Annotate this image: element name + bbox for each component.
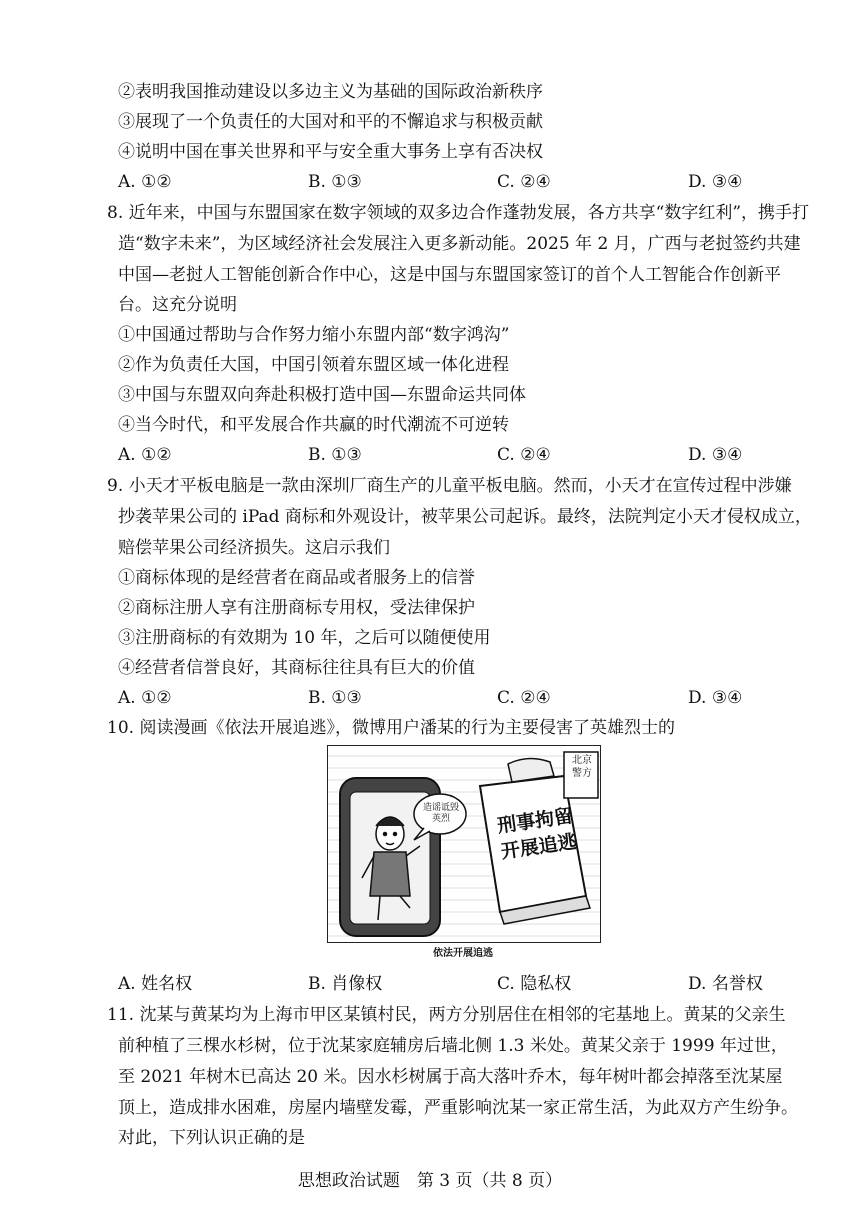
q7-option-c: C. ②④ xyxy=(497,172,551,192)
page-footer: 思想政治试题 第 3 页（共 8 页） xyxy=(297,1171,563,1191)
q11-stem-line-5: 对此，下列认识正确的是 xyxy=(118,1128,305,1148)
police-sign-text: 北京警方 xyxy=(572,755,592,779)
q8-item-1: ①中国通过帮助与合作努力缩小东盟内部“数字鸿沟” xyxy=(118,325,510,345)
q7-item-2: ②表明我国推动建设以多边主义为基础的国际政治新秩序 xyxy=(118,82,543,102)
q8-option-d: D. ③④ xyxy=(688,445,743,465)
q11-stem-line-3: 至 2021 年树木已高达 20 米。因水杉树属于高大落叶乔木，每年树叶都会掉落至沈某屋 xyxy=(118,1067,783,1087)
q8-stem-line-1: 8. 近年来，中国与东盟国家在数字领域的双多边合作蓬勃发展，各方共享“数字红利”，携手打 xyxy=(107,203,810,223)
q9-option-d: D. ③④ xyxy=(688,688,743,708)
q9-option-a: A. ①② xyxy=(118,688,172,708)
q8-item-2: ②作为负责任大国，中国引领着东盟区域一体化进程 xyxy=(118,355,509,375)
q9-stem-line-1: 9. 小天才平板电脑是一款由深圳厂商生产的儿童平板电脑。然而，小天才在宣传过程中涉嫌 xyxy=(107,476,792,496)
q7-option-b: B. ①③ xyxy=(308,172,362,192)
q7-option-d: D. ③④ xyxy=(688,172,743,192)
bubble-line-1: 造谣诋毁 xyxy=(422,803,459,813)
bubble-line-2: 英烈 xyxy=(431,814,450,824)
q10-stem: 10. 阅读漫画《依法开展追逃》，微博用户潘某的行为主要侵害了英雄烈士的 xyxy=(107,718,675,738)
q7-item-3: ③展现了一个负责任的大国对和平的不懈追求与积极贡献 xyxy=(118,112,543,132)
q9-option-c: C. ②④ xyxy=(497,688,551,708)
cartoon-image xyxy=(327,745,601,943)
q10-option-b: B. 肖像权 xyxy=(308,974,383,994)
q8-option-c: C. ②④ xyxy=(497,445,551,465)
q8-stem-line-2: 造“数字未来”，为区域经济社会发展注入更多新动能。2025 年 2 月，广西与老挝签约共建 xyxy=(118,234,801,254)
q9-stem-line-3: 赔偿苹果公司经济损失。这启示我们 xyxy=(118,538,390,558)
q10-option-c: C. 隐私权 xyxy=(497,974,572,994)
q8-stem-line-3: 中国—老挝人工智能创新合作中心，这是中国与东盟国家签订的首个人工智能合作创新平 xyxy=(118,265,781,285)
q11-stem-line-4: 顶上，造成排水困难，房屋内墙壁发霉，严重影响沈某一家正常生活，为此双方产生纷争。 xyxy=(118,1098,798,1118)
q9-option-b: B. ①③ xyxy=(308,688,362,708)
bubble-text xyxy=(422,803,460,825)
q8-item-4: ④当今时代，和平发展合作共赢的时代潮流不可逆转 xyxy=(118,415,509,435)
q7-item-4: ④说明中国在事关世界和平与安全重大事务上享有否决权 xyxy=(118,142,543,162)
q9-item-3: ③注册商标的有效期为 10 年，之后可以随便使用 xyxy=(118,628,491,648)
q10-option-a: A. 姓名权 xyxy=(118,974,193,994)
q9-stem-line-2: 抄袭苹果公司的 iPad 商标和外观设计，被苹果公司起诉。最终，法院判定小天才侵权成立， xyxy=(118,507,812,527)
notice-line-1: 刑事拘留 xyxy=(496,804,575,838)
q11-stem-line-1: 11. 沈某与黄某均为上海市甲区某镇村民，两方分别居住在相邻的宅基地上。黄某的父亲生 xyxy=(107,1005,786,1025)
q8-option-b: B. ①③ xyxy=(308,445,362,465)
q9-item-2: ②商标注册人享有注册商标专用权，受法律保护 xyxy=(118,598,475,618)
q7-option-a: A. ①② xyxy=(118,172,172,192)
notice-line-2: 开展追逃 xyxy=(499,830,578,864)
q10-option-d: D. 名誉权 xyxy=(688,974,763,994)
q11-stem-line-2: 前种植了三棵水杉树，位于沈某家庭辅房后墙北侧 1.3 米处。黄某父亲于 1999 年过世， xyxy=(118,1036,788,1056)
q9-item-1: ①商标体现的是经营者在商品或者服务上的信誉 xyxy=(118,568,475,588)
q8-option-a: A. ①② xyxy=(118,445,172,465)
q8-item-3: ③中国与东盟双向奔赴积极打造中国—东盟命运共同体 xyxy=(118,385,526,405)
q8-stem-line-4: 台。这充分说明 xyxy=(118,295,237,315)
notice-text xyxy=(495,803,579,865)
cartoon-caption: 依法开展追逃 xyxy=(433,948,493,959)
q9-item-4: ④经营者信誉良好，其商标往往具有巨大的价值 xyxy=(118,658,475,678)
